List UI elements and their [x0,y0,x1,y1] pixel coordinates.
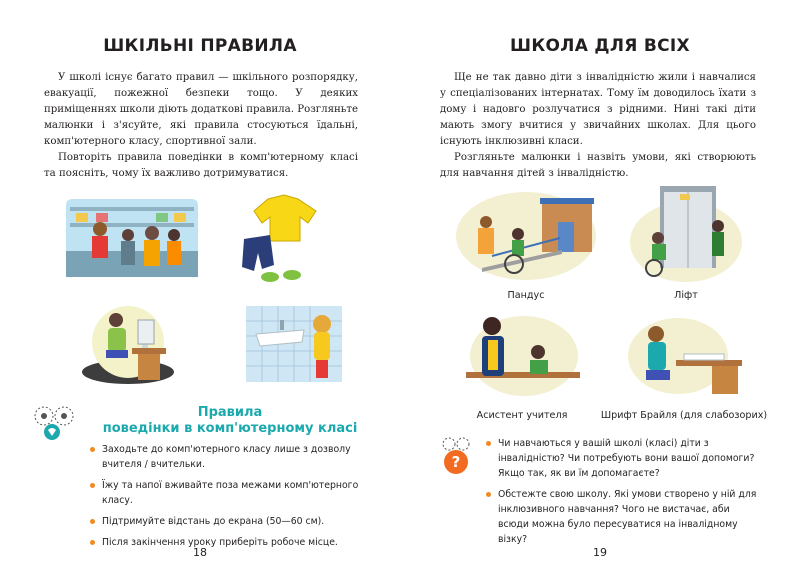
cafeteria-illustration [66,199,198,277]
caption-assistant: Асистент учителя [476,410,568,421]
list-item: Після закінчення уроку приберіть робоче місце. [90,535,362,550]
teacher-assistant-illustration [466,312,580,396]
list-item: Їжу та напої вживайте поза межами комп'ютерного класу. [90,478,362,508]
page-title: ШКІЛЬНІ ПРАВИЛА [103,36,297,56]
question-mark-icon [438,436,474,476]
elevator-illustration [626,186,744,282]
handwashing-illustration [246,306,342,382]
ramp-illustration [452,188,600,280]
questions-list [486,436,758,553]
rules-heading-line2: поведінки в комп'ютерному класі [102,421,358,436]
braille-illustration [626,316,744,396]
sportswear-illustration [240,193,326,287]
caption-elevator: Ліфт [674,290,698,301]
page-number: 18 [193,546,207,559]
intro-paragraph: Ще не так давно діти з інвалідністю жили і навчалися у спеціалізованих інтернатах. Тому їм доводилось їхати з дому і надовго розлучатися з рідними. Нині такі діти мають змогу вчитися у звичайних школах. Для цього існують інклюзивні класи. [440,72,756,147]
task-paragraph: Розгляньте малюнки і назвіть умови, які створюють для навчання дітей з інвалідністю. [440,152,756,179]
page-title: ШКОЛА ДЛЯ ВСІХ [510,36,690,56]
caption-ramp: Пандус [507,290,545,301]
list-item: Чи навчаються у вашій школі (класі) діти з інвалідністю? Чи потребують вони вашої допомоги? Якщо так, як ви їм допомагаєте? [486,436,758,481]
right-page [400,0,800,577]
svg-text:?: ? [451,453,461,471]
computer-class-illustration [80,302,174,386]
task-paragraph: Повторіть правила поведінки в комп'ютерному класі та поясніть, чому їх важливо дотримуватися. [44,152,358,179]
page-number: 19 [593,546,607,559]
intro-paragraph: У школі існує багато правил — шкільного розпорядку, евакуації, пожежної безпеки тощо. У деяких приміщеннях школи діють додаткові правила. Розгляньте малюнки і з'ясуйте, які правила стосуються їдальні, комп'ютерного класу, спортивної зали. [44,72,358,147]
list-item: Заходьте до комп'ютерного класу лише з дозволу вчителя / вчительки. [90,442,362,472]
owl-mascot-icon [30,404,78,442]
rules-heading-line1: Правила [197,405,263,420]
caption-braille: Шрифт Брайля (для слабозорих) [600,410,768,421]
rules-list [90,442,362,556]
list-item: Обстежте свою школу. Які умови створено у ній для інклюзивного навчання? Чого не вистачає, аби всюди можна було пересуватися на інвалідному візку? [486,487,758,547]
list-item: Підтримуйте відстань до екрана (50—60 см). [90,514,362,529]
